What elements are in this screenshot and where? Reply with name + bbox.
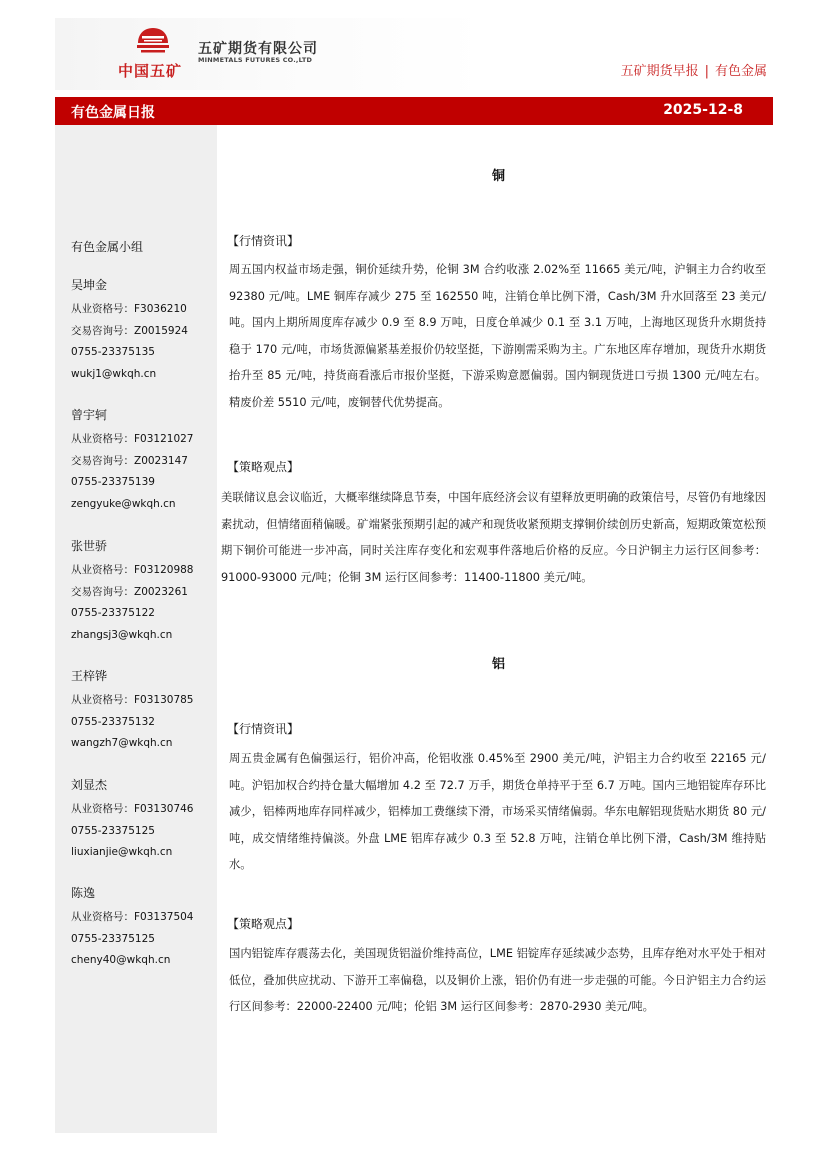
analyst-card xyxy=(71,407,217,515)
group-title: 有色金属小组 xyxy=(71,240,144,254)
aluminum-news-tag: 【行情资讯】 xyxy=(227,722,300,736)
report-category-nav xyxy=(621,60,767,79)
analyst-card xyxy=(71,277,217,385)
analyst-card xyxy=(71,777,217,864)
report-name[interactable]: 五矿期货早报 xyxy=(620,64,699,79)
section-title-copper: 铜 xyxy=(491,169,505,184)
report-date: 2025-12-8 xyxy=(663,102,743,118)
copper-news-tag: 【行情资讯】 xyxy=(227,234,300,248)
phone-number: 0755-23375125 xyxy=(71,824,155,837)
consult-number: 交易咨询号：Z0015924 xyxy=(71,324,188,337)
analyst-name: 张世骄 xyxy=(71,539,108,553)
analyst-name: 陈逸 xyxy=(71,886,96,900)
consult-number: 交易咨询号：Z0023261 xyxy=(71,585,188,598)
section-title-aluminum: 铝 xyxy=(491,657,505,672)
phone-number: 0755-23375135 xyxy=(71,346,155,358)
phone-number: 0755-23375132 xyxy=(71,715,155,728)
analyst-name: 刘显杰 xyxy=(71,778,108,792)
analyst-name: 吴坤金 xyxy=(71,278,108,292)
company-name-en: MINMETALS FUTURES CO.,LTD xyxy=(198,56,313,64)
nav-separator: | xyxy=(704,64,709,79)
analyst-sidebar xyxy=(55,125,217,1133)
title-bar xyxy=(55,97,773,125)
email-link[interactable]: zhangsj3@wkqh.cn xyxy=(71,628,173,641)
report-title: 有色金属日报 xyxy=(71,105,155,121)
copper-view-text: 美联储议息会议临近，大概率继续降息节奏，中国年底经济会议有望释放更明确的政策信号，尽管仍有地缘因素扰动，但情绪面稍偏暖。矿端紧张预期引起的减产和现货收紧预期支撑铜价续创历史新高，短期政策宽松预期下铜价可能进一步冲高，同时关注库存变化和宏观事件落地后价格的反应。今日沪铜主力运行区间参考：91000-93000 元/吨；伦铜 3M 运行区间参考：11400-11800 美元/吨。 xyxy=(221,491,766,584)
analyst-name: 曾宇轲 xyxy=(71,408,108,422)
phone-number: 0755-23375139 xyxy=(71,476,155,488)
email-link[interactable]: wangzh7@wkqh.cn xyxy=(71,737,173,749)
phone-number: 0755-23375125 xyxy=(71,932,155,945)
china-minmetals-logo-icon xyxy=(135,26,171,56)
logo-text: 中国五矿 xyxy=(118,62,183,80)
license-number: 从业资格号：F03120988 xyxy=(71,564,194,576)
copper-news-text: 周五国内权益市场走强，铜价延续升势，伦铜 3M 合约收涨 2.02%至 11665 美元/吨，沪铜主力合约收至 92380 元/吨。LME 铜库存减少 275 至 162550 吨，注销仓单比例下滑，Cash/3M 升水回落至 23 美元/吨。国内上期所周度库存减少 0.9 至 8.9 万吨，日度仓单减少 0.1 至 3.1 万吨，上海地区现货升水期货持稳于 170 元/吨，市场货源偏紧基差报价仍较坚挺，下游刚需采购为主。广东地区库存增加，现货升水期货抬升至 85 元/吨，持货商看涨后市报价坚挺，下游采购意愿偏弱。国内铜现货进口亏损 1300 元/吨左右。精废价差 5510 元/吨，废铜替代优势提高。 xyxy=(229,263,766,409)
license-number: 从业资格号：F3036210 xyxy=(71,303,187,315)
license-number: 从业资格号：F03130785 xyxy=(71,694,194,706)
analyst-card xyxy=(71,538,217,646)
page-header xyxy=(55,18,773,90)
license-number: 从业资格号：F03121027 xyxy=(71,433,194,445)
email-link[interactable]: zengyuke@wkqh.cn xyxy=(71,497,176,510)
consult-number: 交易咨询号：Z0023147 xyxy=(71,454,188,467)
category-name[interactable]: 有色金属 xyxy=(714,64,767,79)
license-number: 从业资格号：F03130746 xyxy=(71,803,194,815)
aluminum-news-text: 周五贵金属有色偏强运行，铝价冲高，伦铝收涨 0.45%至 2900 美元/吨，沪铝主力合约收至 22165 元/吨。沪铝加权合约持仓量大幅增加 4.2 至 72.7 万手，期货仓单持平于至 6.7 万吨。国内三地铝锭库存环比减少，铝棒两地库存同样减少，铝棒加工费继续下滑，市场采买情绪偏弱。华东电解铝现货贴水期货 80 元/吨，成交情绪维持偏淡。外盘 LME 铝库存减少 0.3 至 52.8 万吨，注销仓单比例下滑，Cash/3M 维持贴水。 xyxy=(229,752,766,871)
analyst-name: 王梓铧 xyxy=(71,669,108,683)
email-link[interactable]: cheny40@wkqh.cn xyxy=(71,954,171,966)
aluminum-view-text: 国内铝锭库存震荡去化，美国现货铝溢价维持高位，LME 铝锭库存延续减少态势，且库存绝对水平处于相对低位，叠加供应扰动、下游开工率偏稳，以及铜价上涨，铝价仍有进一步走强的可能。今日沪铝主力合约运行区间参考：22000-22400 元/吨；伦铝 3M 运行区间参考：2870-2930 美元/吨。 xyxy=(229,947,766,1013)
copper-view-tag: 【策略观点】 xyxy=(227,460,300,474)
company-name-cn: 五矿期货有限公司 xyxy=(198,41,318,57)
phone-number: 0755-23375122 xyxy=(71,607,155,619)
analyst-card xyxy=(71,668,217,755)
aluminum-view-tag: 【策略观点】 xyxy=(227,917,300,931)
email-link[interactable]: liuxianjie@wkqh.cn xyxy=(71,846,173,858)
email-link[interactable]: wukj1@wkqh.cn xyxy=(71,367,157,380)
license-number: 从业资格号：F03137504 xyxy=(71,911,194,923)
analyst-card xyxy=(71,885,217,972)
